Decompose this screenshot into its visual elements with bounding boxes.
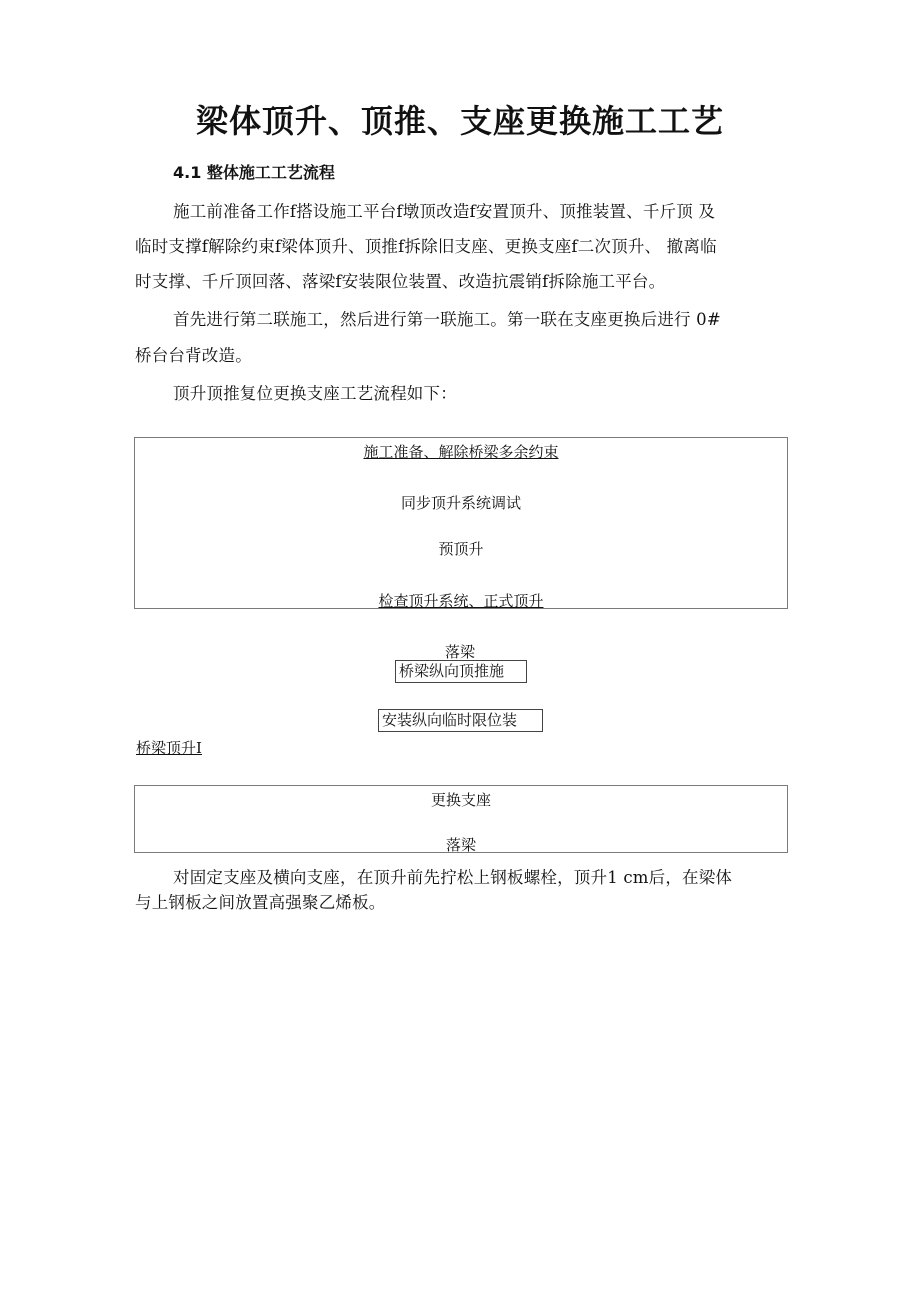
document-title: 梁体顶升、顶推、支座更换施工工艺 xyxy=(195,102,724,140)
flow-step-pre-lift: 预顶升 xyxy=(438,540,484,558)
paragraph-line: 临时支撑f解除约束f梁体顶升、顶推f拆除旧支座、更换支座f二次顶升、 撤离临 xyxy=(135,237,717,256)
flow-box-longitudinal-push: 桥梁纵向顶推施 xyxy=(395,660,527,683)
flow-step-sync-test: 同步顶升系统调试 xyxy=(400,494,521,512)
paragraph-line: 桥台台背改造。 xyxy=(135,346,252,365)
flow-step-drop-beam: 落梁 xyxy=(444,643,475,661)
paragraph-line: 与上钢板之间放置高强聚乙烯板。 xyxy=(135,893,386,912)
flow-label-bridge-lift: 桥梁顶升I xyxy=(136,739,202,757)
paragraph-line: 首先进行第二联施工，然后进行第一联施工。第一联在支座更换后进行 0# xyxy=(173,310,721,329)
paragraph-flow-intro: 顶升顶推复位更换支座工艺流程如下： xyxy=(173,384,457,403)
flow-box-limit-device: 安装纵向临时限位装 xyxy=(378,709,543,732)
flowchart-box-replace xyxy=(134,785,788,853)
section-heading: 4.1 整体施工工艺流程 xyxy=(173,163,335,182)
paragraph-line: 时支撑、千斤顶回落、落梁f安装限位装置、改造抗震销f拆除施工平台。 xyxy=(135,272,666,291)
flow-step-replace-bearing: 更换支座 xyxy=(430,791,491,809)
flow-step-preparation: 施工准备、解除桥梁多余约束 xyxy=(363,443,559,461)
paragraph-line: 对固定支座及横向支座，在顶升前先拧松上钢板螺栓，顶升1 cm后，在梁体 xyxy=(173,868,733,887)
flow-step-drop-beam-final: 落梁 xyxy=(445,836,476,854)
paragraph-line: 施工前准备工作f搭设施工平台f墩顶改造f安置顶升、顶推装置、千斤顶 及 xyxy=(173,202,716,221)
flowchart-box-lifting xyxy=(134,437,788,609)
flow-step-formal-lift: 检查顶升系统、正式顶升 xyxy=(378,592,544,610)
